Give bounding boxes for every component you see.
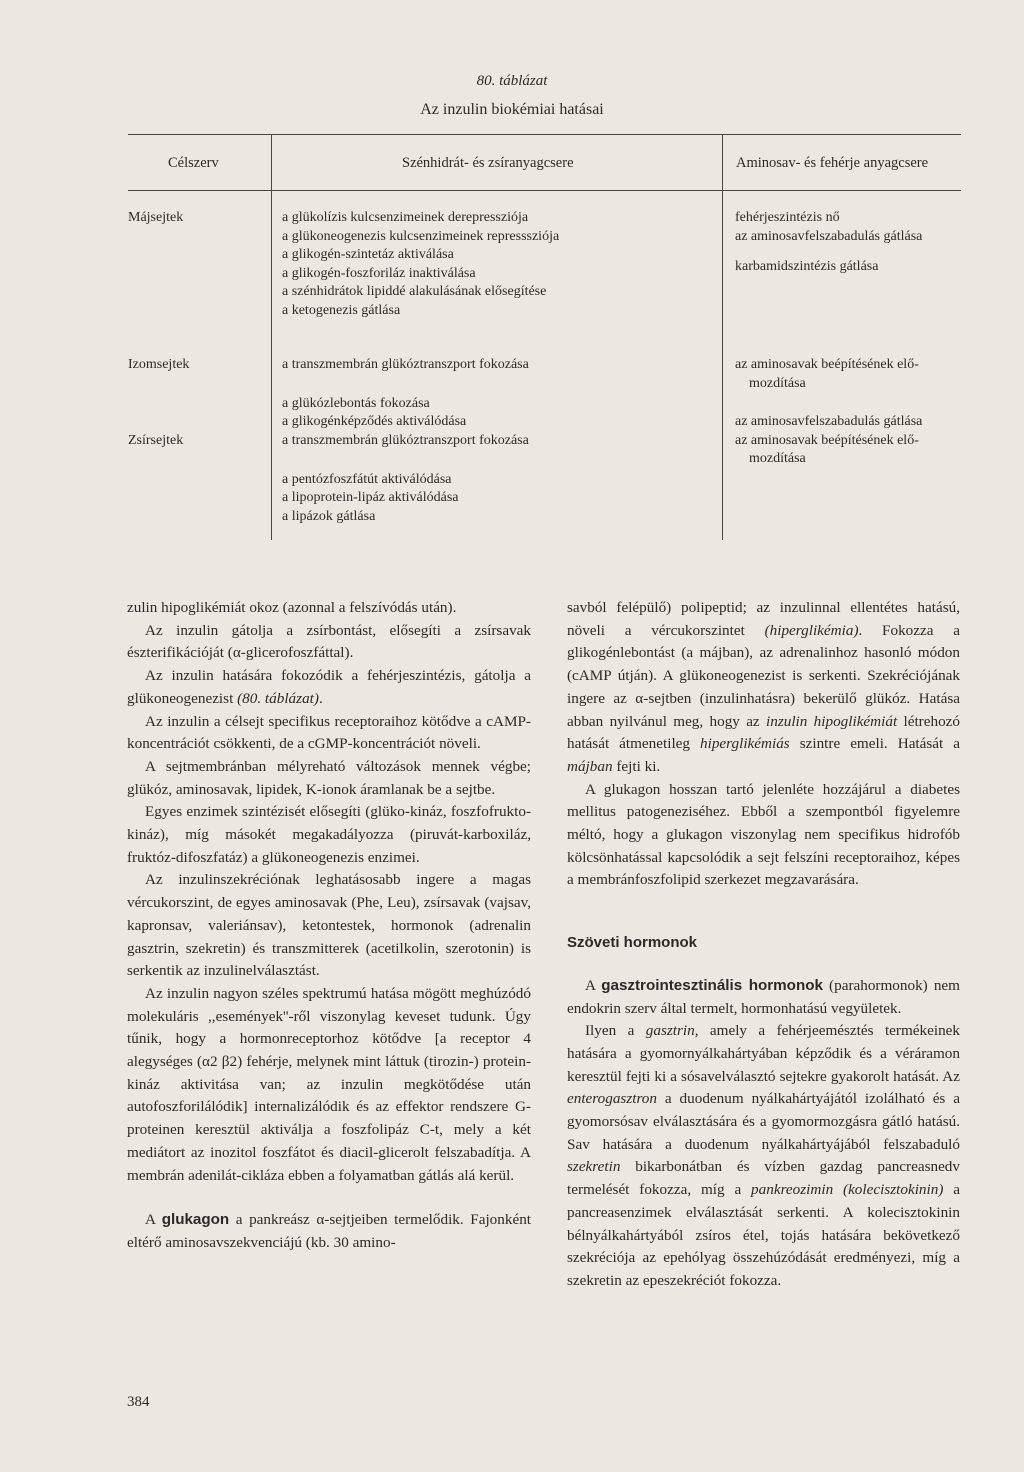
table-divider-1: [271, 134, 272, 540]
paragraph: Az inzulinszekréciónak leghatásosabb ingere a magas vércukorszint, de egyes aminosavak (Phe, Leu), zsírsavak (vajsav, kapronsav, valeriánsav), ketontestek, hormonok (adrenalin gasztrin, szekretin) és transzmitterek (acetilkolin, szerotonin) is serkentik az inzulinelválasztást.: [127, 871, 531, 980]
list-item: a ketogenezis gátlása: [282, 302, 401, 318]
list-item: mozdítása: [749, 375, 806, 391]
majsejtek-amino-list: [735, 209, 922, 277]
paragraph: A sejtmembránban mélyreható változások mennek végbe; glükóz, aminosavak, lipidek, K-ionok áramlanak be a sejtbe.: [127, 757, 531, 798]
list-item: az aminosavfelszabadulás gátlása: [735, 414, 923, 429]
header-szenhidrat: Szénhidrát- és zsíranyagcsere: [402, 155, 574, 171]
zsirsejtek-carb-list: [282, 432, 529, 526]
list-item: az aminosavak beépítésének elő-: [735, 432, 919, 448]
list-item: a glükolízis kulcsenzimeinek derepressziója: [282, 210, 529, 225]
list-item: karbamidszintézis gátlása: [735, 259, 879, 275]
paragraph: A glukagon a pankreász α-sejtjeiben termelődik. Fajonként eltérő aminosavszekvenciájú (kb. 30 amino-: [127, 1211, 532, 1251]
paragraph: Egyes enzimek szintézisét elősegíti (glüko-kináz, foszfofrukto-kináz), míg másokét megakadályozza (piruvát-karboxiláz, fruktóz-difoszfatáz) a glükoneogenezis enzimei.: [127, 803, 531, 866]
header-aminosav: Aminosav- és fehérje anyagcsere: [736, 155, 929, 171]
table-divider-2: [722, 134, 723, 540]
list-item: a transzmembrán glükóztranszport fokozása: [282, 433, 529, 448]
paragraph: Ilyen a gasztrin, amely a fehérjeemésztés termékeinek hatására a gyomornyálkahártyában képződik és a véráramon keresztül fejti ki a sósavelválasztó sejtekre gyakorolt hatását. Az enterogasztron a duodenum nyálkahártyájától izolálható és a gyomorsósav elválasztására és a gyomormozgásra gátló hatású. Sav hatására a duodenum nyálkahártyájából felszabaduló szekretin bikarbonátban és vízben gazdag pancreasnedv termelését fokozza, míg a pankreozimin (kolecisztokinin) a pancreasenzimek elválasztását serkenti. A kolecisztokinin bélnyálkahártyából zsíros étel, tojás hatására bekövetkező szekréciója az epehólyag összehúzódását eredményezi, míg a szekretin az epeszekréciót fokozza.: [567, 1022, 961, 1289]
list-item: a glükoneogenezis kulcsenzimeinek represssziója: [282, 228, 560, 244]
paragraph: zulin hipoglikémiát okoz (azonnal a felszívódás után).: [127, 599, 457, 616]
paragraph: Az inzulin a célsejt specifikus receptoraihoz kötődve a cAMP-koncentrációt csökkenti, de a cGMP-koncentrációt növeli.: [127, 712, 531, 753]
list-item: az aminosavfelszabadulás gátlása: [735, 228, 923, 244]
list-item: a glikogén-foszforiláz inaktiválása: [282, 265, 476, 281]
header-celszerv: Célszerv: [168, 155, 219, 171]
list-item: a lipázok gátlása: [282, 508, 376, 524]
paragraph: Az inzulin gátolja a zsírbontást, elősegíti a zsírsavak észterifikációját (α-glicerofoszfáttal).: [127, 621, 531, 662]
table-top-rule: [128, 134, 961, 135]
list-item: a transzmembrán glükóztranszport fokozása: [282, 357, 529, 372]
list-item: a pentózfoszfátút aktiválódása: [282, 471, 452, 487]
list-item: a lipoprotein-lipáz aktiválódása: [282, 490, 459, 506]
paragraph: A gasztrointesztinális hormonok (parahormonok) nem endokrin szerv által termelt, hormonhatású vegyületek.: [567, 976, 960, 1017]
table-title: Az inzulin biokémiai hatásai: [420, 101, 604, 118]
term-glukagon: glukagon: [161, 1211, 230, 1229]
paragraph: Az inzulin hatására fokozódik a fehérjeszintézis, gátolja a glükoneogenezist (80. táblázat).: [127, 667, 531, 707]
list-item: a szénhidrátok lipiddé alakulásának elősegítése: [282, 284, 547, 300]
izomsejtek-carb-list: [282, 356, 529, 432]
organ-majsejtek: Májsejtek: [128, 210, 184, 225]
table-header-rule: [128, 190, 961, 191]
izomsejtek-amino-list: [735, 356, 919, 393]
list-item: a glükózlebontás fokozása: [282, 395, 430, 411]
list-item: az aminosavak beépítésének elő-: [735, 357, 919, 372]
paragraph: Az inzulin nagyon széles spektrumú hatása mögött meghúzódó molekuláris ,,események''-ről viszonylag keveset tudunk. Úgy tűnik, hogy a hormonreceptorhoz kötődve [a receptor 4 alegységes (α2 β2) fehérje, melynek mint láttuk (tirozin-) protein-kináz aktivitása van; az inzulin megkötődése után autofoszforilálódik] internalizálódik és az effektor rendszere G-proteinen keresztül aktiválja a foszfolipáz C-t, mely a két mediátort az inozitol foszfátot és diacil-glicerolt felszabadítja. A membrán adenilát-cikláza ebben a folyamatban gátlás alá kerül.: [127, 984, 531, 1184]
right-text-column: [567, 597, 960, 1293]
paragraph: A glukagon hosszan tartó jelenléte hozzájárul a diabetes mellitus patogeneziséhez. Ebből a szempontból figyelemre méltó, hogy a glukagon viszonylag nem specifikus hidrofób kölcsönhatással kapcsolódik a sejt felszíni receptoraihoz, képes a membránfoszfolipid szerkezet megzavarására.: [567, 780, 960, 889]
section-heading: Szöveti hormonok: [567, 934, 698, 952]
left-text-column: [127, 597, 531, 1255]
organ-zsirsejtek: Zsírsejtek: [128, 433, 184, 448]
list-item: a glikogénképződés aktiválódása: [282, 414, 467, 430]
table-number: 80. táblázat: [476, 73, 548, 89]
zsirsejtek-amino-list: [735, 413, 922, 469]
majsejtek-carb-list: [282, 209, 559, 321]
paragraph: savból felépülő) polipeptid; az inzulinnal ellentétes hatású, növeli a vércukorszintet (hiperglikémia). Fokozza a glikogénlebontást (a májban), az adrenalinhoz hasonló módon (cAMP útján). A glükoneogenezist is serkenti. Szekréciójának ingere az α-sejtben (inzulinhatásra) bekerülő glükóz. Hatása abban nyilvánul meg, hogy az inzulin hipoglikémiát létrehozó hatását átmenetileg hiperglikémiás szintre emeli. Hatását a májban fejti ki.: [567, 599, 961, 775]
table-reference: (80. táblázat): [237, 689, 319, 707]
list-item: mozdítása: [749, 451, 806, 467]
organ-izomsejtek: Izomsejtek: [128, 357, 190, 372]
list-item: fehérjeszintézis nő: [735, 210, 840, 225]
list-item: a glikogén-szintetáz aktiválása: [282, 247, 454, 263]
page-number: 384: [127, 1394, 150, 1410]
